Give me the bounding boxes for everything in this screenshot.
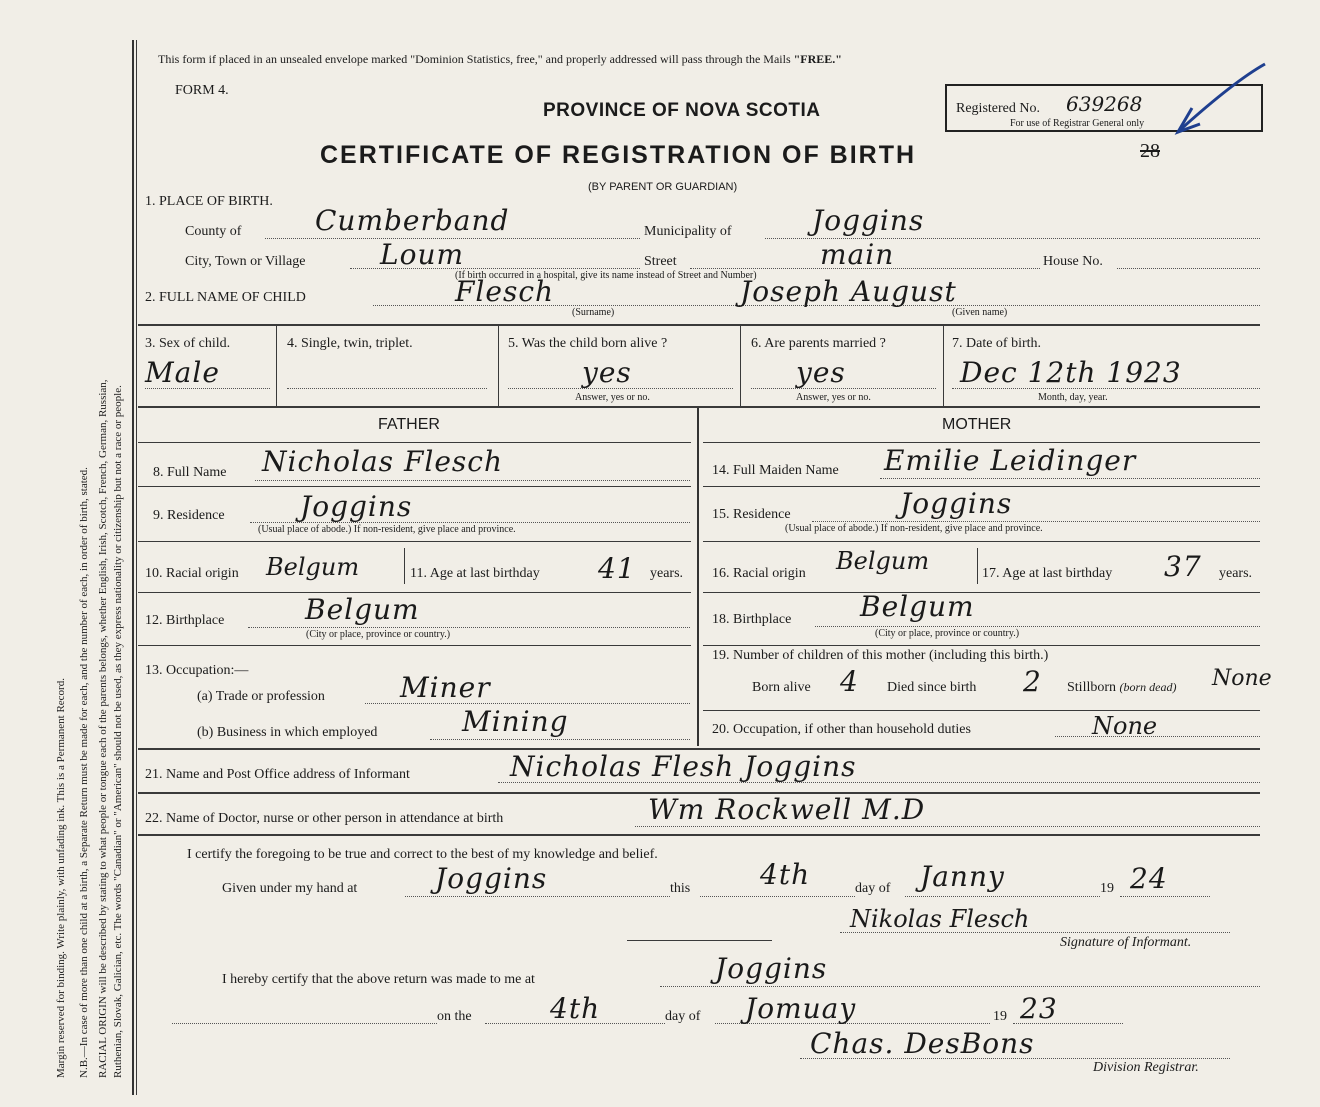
registrar-signature: Chas. DesBons <box>810 1027 1035 1060</box>
died-value: 2 <box>1023 665 1042 698</box>
form-number: FORM 4. <box>175 83 229 98</box>
mother-birthplace-label: 18. Birthplace <box>712 612 792 627</box>
street-value: main <box>820 238 895 271</box>
mother-age-value: 37 <box>1164 550 1202 583</box>
day-of-label: day of <box>855 881 891 896</box>
business-label: (b) Business in which employed <box>197 725 378 740</box>
mother-race-value: Belgum <box>836 547 930 575</box>
given-place: Joggins <box>435 862 548 895</box>
margin-rule-inner <box>136 40 137 1095</box>
registered-number: 639268 <box>1066 92 1143 116</box>
mother-age-unit: years. <box>1219 566 1253 581</box>
mother-residence-label: 15. Residence <box>712 507 791 522</box>
year-prefix: 19 <box>1100 881 1114 896</box>
mother-birthplace-caption: (City or place, province or country.) <box>875 628 1020 639</box>
province-title: PROVINCE OF NOVA SCOTIA <box>543 100 821 121</box>
reg-year: 23 <box>1020 992 1058 1025</box>
margin-note-3: RACIAL ORIGIN will be described by stating to what people or tongue each of the parents belongs, whether English, Irish, Scotch, French, German, Russian, <box>97 379 109 1078</box>
stillborn-value: None <box>1212 666 1272 691</box>
mother-residence-value: Joggins <box>900 487 1013 520</box>
father-heading: FATHER <box>378 416 440 433</box>
on-the-label: on the <box>437 1009 472 1024</box>
registrar-certify: I hereby certify that the above return was made to me at <box>222 972 535 987</box>
alive-caption: Answer, yes or no. <box>575 392 650 403</box>
father-birthplace-caption: (City or place, province or country.) <box>306 629 451 640</box>
given-label: Given under my hand at <box>222 881 358 896</box>
surname-caption: (Surname) <box>572 307 615 318</box>
married-label: 6. Are parents married ? <box>751 336 886 351</box>
certify-text: I certify the foregoing to be true and correct to the best of my knowledge and belief. <box>187 847 658 862</box>
house-label: House No. <box>1043 254 1103 269</box>
reg-day: 4th <box>550 992 601 1025</box>
dob-label: 7. Date of birth. <box>952 336 1042 351</box>
father-age-label: 11. Age at last birthday <box>410 566 540 581</box>
father-residence-value: Joggins <box>300 490 413 523</box>
registrar-caption: Division Registrar. <box>1093 1060 1199 1075</box>
city-value: Loum <box>380 238 465 271</box>
doctor-label: 22. Name of Doctor, nurse or other person in attendance at birth <box>145 811 504 826</box>
county-value: Cumberband <box>315 204 510 237</box>
mother-name-value: Emilie Leidinger <box>884 444 1137 477</box>
father-name-label: 8. Full Name <box>153 465 227 480</box>
mother-birthplace-value: Belgum <box>860 590 975 623</box>
trade-value: Miner <box>400 671 491 704</box>
hospital-note: (If birth occurred in a hospital, give its name instead of Street and Number) <box>455 270 757 281</box>
mail-note: This form if placed in an unsealed envelope marked "Dominion Statistics, free," and properly addressed will pass through the Mails "FREE." <box>158 52 842 66</box>
doctor-value: Wm Rockwell M.D <box>648 793 926 826</box>
municipality-label: Municipality of <box>644 224 732 239</box>
reg-month: Jomuay <box>745 992 857 1025</box>
signature-caption: Signature of Informant. <box>1060 935 1192 950</box>
margin-note-1: Margin reserved for binding. Write plainly, with unfading ink. This is a Permanent Record. <box>55 678 67 1078</box>
given-day: 4th <box>760 858 811 891</box>
married-caption: Answer, yes or no. <box>796 392 871 403</box>
place-of-birth-label: 1. PLACE OF BIRTH. <box>145 194 273 209</box>
father-residence-label: 9. Residence <box>153 508 225 523</box>
alive-value: yes <box>582 356 632 389</box>
mother-age-label: 17. Age at last birthday <box>982 566 1113 581</box>
alive-label: 5. Was the child born alive ? <box>508 336 668 351</box>
informant-label: 21. Name and Post Office address of Informant <box>145 767 410 782</box>
municipality-value: Joggins <box>812 204 925 237</box>
mother-occupation-label: 20. Occupation, if other than household duties <box>712 722 971 737</box>
child-given-name: Joseph August <box>740 275 957 308</box>
business-value: Mining <box>462 705 569 738</box>
mother-occupation-value: None <box>1092 712 1158 740</box>
margin-note-4: Ruthenian, Slovak, Galician, etc. The words "Canadian" or "American" should not be used, as they express nationality or citizenship but not a race or people. <box>112 385 124 1078</box>
street-label: Street <box>644 254 677 269</box>
mother-name-label: 14. Full Maiden Name <box>712 463 839 478</box>
father-birthplace-value: Belgum <box>305 593 420 626</box>
check-mark-icon <box>1170 58 1270 138</box>
mother-residence-caption: (Usual place of abode.) If non-resident, give place and province. <box>785 523 1043 534</box>
given-month: Janny <box>920 860 1005 893</box>
trade-label: (a) Trade or profession <box>197 689 325 704</box>
sex-label: 3. Sex of child. <box>145 336 231 351</box>
reg-day-of-label: day of <box>665 1009 701 1024</box>
city-label: City, Town or Village <box>185 254 306 269</box>
struck-number: 28 <box>1140 140 1160 162</box>
child-name-label: 2. FULL NAME OF CHILD <box>145 290 306 305</box>
father-age-unit: years. <box>650 566 684 581</box>
informant-signature: Nikolas Flesch <box>850 905 1030 933</box>
stillborn-label: Stillborn (born dead) <box>1067 680 1177 695</box>
father-occupation-label: 13. Occupation:— <box>145 663 249 678</box>
registered-label: Registered No. <box>956 101 1040 116</box>
this-label: this <box>670 881 691 896</box>
county-label: County of <box>185 224 242 239</box>
registrar-place: Joggins <box>715 952 828 985</box>
child-surname: Flesch <box>455 275 555 308</box>
informant-value: Nicholas Flesh Joggins <box>510 750 857 783</box>
father-race-label: 10. Racial origin <box>145 566 239 581</box>
given-year: 24 <box>1130 862 1168 895</box>
father-race-value: Belgum <box>266 553 360 581</box>
given-caption: (Given name) <box>952 307 1008 318</box>
born-alive-value: 4 <box>840 665 859 698</box>
plurality-label: 4. Single, twin, triplet. <box>287 336 413 351</box>
father-residence-caption: (Usual place of abode.) If non-resident, give place and province. <box>258 524 516 535</box>
married-value: yes <box>796 356 846 389</box>
margin-note-2: N.B.—In case of more than one child at a birth, a Separate Return must be made for each, and the number of each, in order of birth, stated. <box>78 467 90 1078</box>
died-label: Died since birth <box>887 680 977 695</box>
father-name-value: Nicholas Flesch <box>262 445 503 478</box>
mother-race-label: 16. Racial origin <box>712 566 806 581</box>
dob-value: Dec 12th 1923 <box>960 356 1182 389</box>
reg-year-prefix: 19 <box>993 1009 1007 1024</box>
certificate-subtitle: (BY PARENT OR GUARDIAN) <box>588 181 738 193</box>
certificate-title: CERTIFICATE OF REGISTRATION OF BIRTH <box>320 141 917 169</box>
father-birthplace-label: 12. Birthplace <box>145 613 225 628</box>
margin-rule <box>132 40 134 1095</box>
dob-caption: Month, day, year. <box>1038 392 1108 403</box>
born-alive-label: Born alive <box>752 680 811 695</box>
father-age-value: 41 <box>598 552 636 585</box>
mother-heading: MOTHER <box>942 416 1012 433</box>
registrar-note: For use of Registrar General only <box>1010 118 1145 129</box>
children-count-label: 19. Number of children of this mother (including this birth.) <box>712 648 1049 663</box>
sex-value: Male <box>145 356 220 389</box>
